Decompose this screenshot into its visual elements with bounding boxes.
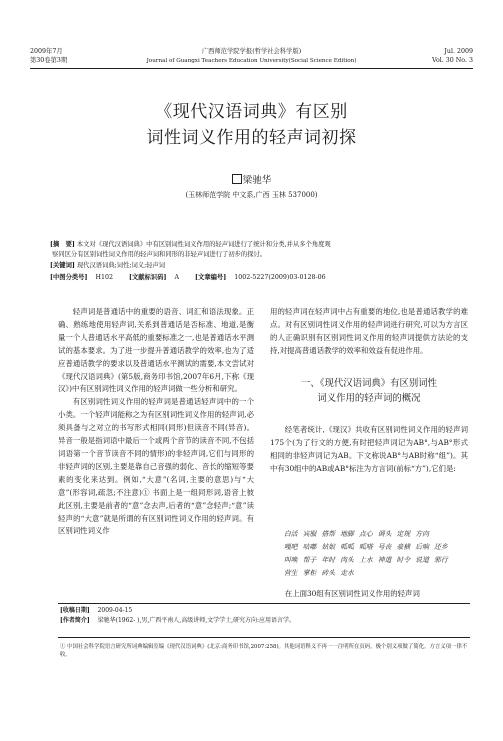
abstract-line1: 本文对《现代汉语词典》中有区别词性词义作用的轻声词进行了统计和分类,并从多个角度观 [76,241,331,248]
art-value: 1002-5227(2009)03-0128-06 [234,274,326,281]
art-label: [文章编号] [195,274,227,281]
dialect-word-list [284,528,470,580]
abstract-label: [摘 要] [50,241,75,248]
author-affiliation: (玉林师范学院 中文系,广西 玉林 537000) [185,191,318,199]
classification [50,273,460,283]
clc-value: H102 [95,274,113,281]
header-journal-en: Journal of Guangxi Teachers Education University(Social Science Edition) [146,58,357,64]
doc-label: [文献标识码] [129,274,167,281]
right-column-mid [270,424,468,476]
author-bio [60,617,470,625]
doc-value: A [174,274,180,281]
clc-label: [中图分类号] [50,274,88,281]
article-title-line2: 词性词义作用的轻声词初探 [146,128,357,148]
footnote-note: ① 中国社会科学院语言研究所词典编辑室编《现代汉语词典》(北京:商务印书馆,2007:258)。其他词语释义不再一一注明所在页码。极个别义项做了简化。方言义项一律不收。 [60,644,468,658]
keywords [50,261,460,271]
header-date: 2009年7月 [30,48,63,55]
section-heading-line1: 一、《现代汉语词典》有区别词性 [301,378,437,389]
footnote-rule [58,603,470,604]
author-box-icon [232,174,242,184]
author-bio-label: [作者简介] [60,617,90,624]
header-rule [30,68,473,69]
author-bio-value: 梁驰华(1962- ),男,广西平南人,高级讲师,文学学士,研究方向:应用语言学。 [97,617,296,624]
right-para-2: 经笔者统计,《现汉》共收有区别词性词义作用的轻声词175个(为了行文的方便,有时把轻声词记为AB°,与AB°形式相同的非轻声词记为AB。下文称说AB°与AB时称“组”)。其中有30组中的AB或AB°标注为方言词(前标“方”),它们是: [270,425,468,473]
dialect-words-line2: 嘎吧 咕嘟 姑娘 呱呱 呱嗒 号丧 豪横 后晌 还乡 [284,543,448,551]
dialect-words-line4: 营生 掌柜 砖头 走水 [284,569,354,577]
right-para-3: 在上面30组有区别词性词义作用的轻声词 [284,589,420,598]
footnote-separator [58,637,470,638]
dialect-words-line3: 叫唤 帮子 年时 肉头 上水 神道 时令 说道 邪行 [284,556,448,564]
dialect-words-line1: 白活 宾服 搭帮 地脚 点心 调头 定规 方向 [284,530,429,538]
author-name: 梁驰华 [0,172,503,186]
article-title-line1: 《现代汉语词典》有区别 [155,102,348,122]
left-column [58,306,254,538]
header-journal-cn: 广西师范学院学报(哲学社会科学版) [201,48,302,55]
abstract [50,240,460,259]
section-heading-line2: 词义作用的轻声词的概况 [317,393,421,404]
right-column-bottom [270,588,468,601]
header-date-en: Jul. 2009 [444,48,473,55]
section-heading [270,376,468,406]
left-para-1: 轻声词是普通话中的重要的语音、词汇和语法现象。正确、熟练地使用轻声词,关系到普通话是否标准、地道,是衡量一个人普通话水平高低的重要标准之一,也是普通话水平测试的基本要求。为了进一步提升普通话教学的效率,也为了适应普通话教学的要求以及普通话水平测试的需要,本文尝试对《现代汉语词典》(第5版,商务印书馆,2007年6月,下称《现汉》)中有区别词性词义作用的轻声词做一些分析和研究。 [58,307,254,394]
keywords-text: 现代汉语词典;词性;词义;轻声词 [76,262,166,269]
abstract-line2: 察同区分有区别词性词义作用的轻声词和同形的非轻声词进行了初步的探讨。 [52,250,267,258]
received-value: 2009-04-15 [97,607,133,614]
right-column-top [270,306,468,358]
received-date [60,607,132,615]
left-para-2: 有区别词性词义作用的轻声词是普通话轻声词中的一个小类。一个轻声词能称之为有区别词性词义作用的轻声词,必须具备与之对立的书写形式相同(同形)但读音不同(异音)。异音一般是指词语中最后一个或两个音节的读音不同,不包括词语第一个音节读音不同的情形)的非轻声词,它们与同形的非轻声词的区别,主要是靠自己音强的弱化、音长的缩短等要素的变化来达到。例如,“大意”(名词,主要的意思)与“大意”(形容词,疏忽;不注意)① 书面上是一组同形词,语音上彼此区别,主要是前者的“意”念去声,后者的“意”念轻声;“意”读轻声的“大意”就是所谓的有区别词性词义作用的轻声词。有区别词性词义作 [58,397,254,536]
received-label: [收稿日期] [60,607,90,614]
header-issue: 第30卷第3期 [30,57,68,64]
right-para-1: 用的轻声词在轻声词中占有重要的地位,也是普通话教学的难点。对有区别词性词义作用的轻声词进行研究,可以为方言区的人正确识别有区别词性词义作用的轻声词提供方法论的支持,对提高普通话教学的效率和效益有促进作用。 [270,307,468,355]
header-vol-en: Vol. 30 No. 3 [432,57,473,64]
keywords-label: [关键词] [50,262,75,269]
